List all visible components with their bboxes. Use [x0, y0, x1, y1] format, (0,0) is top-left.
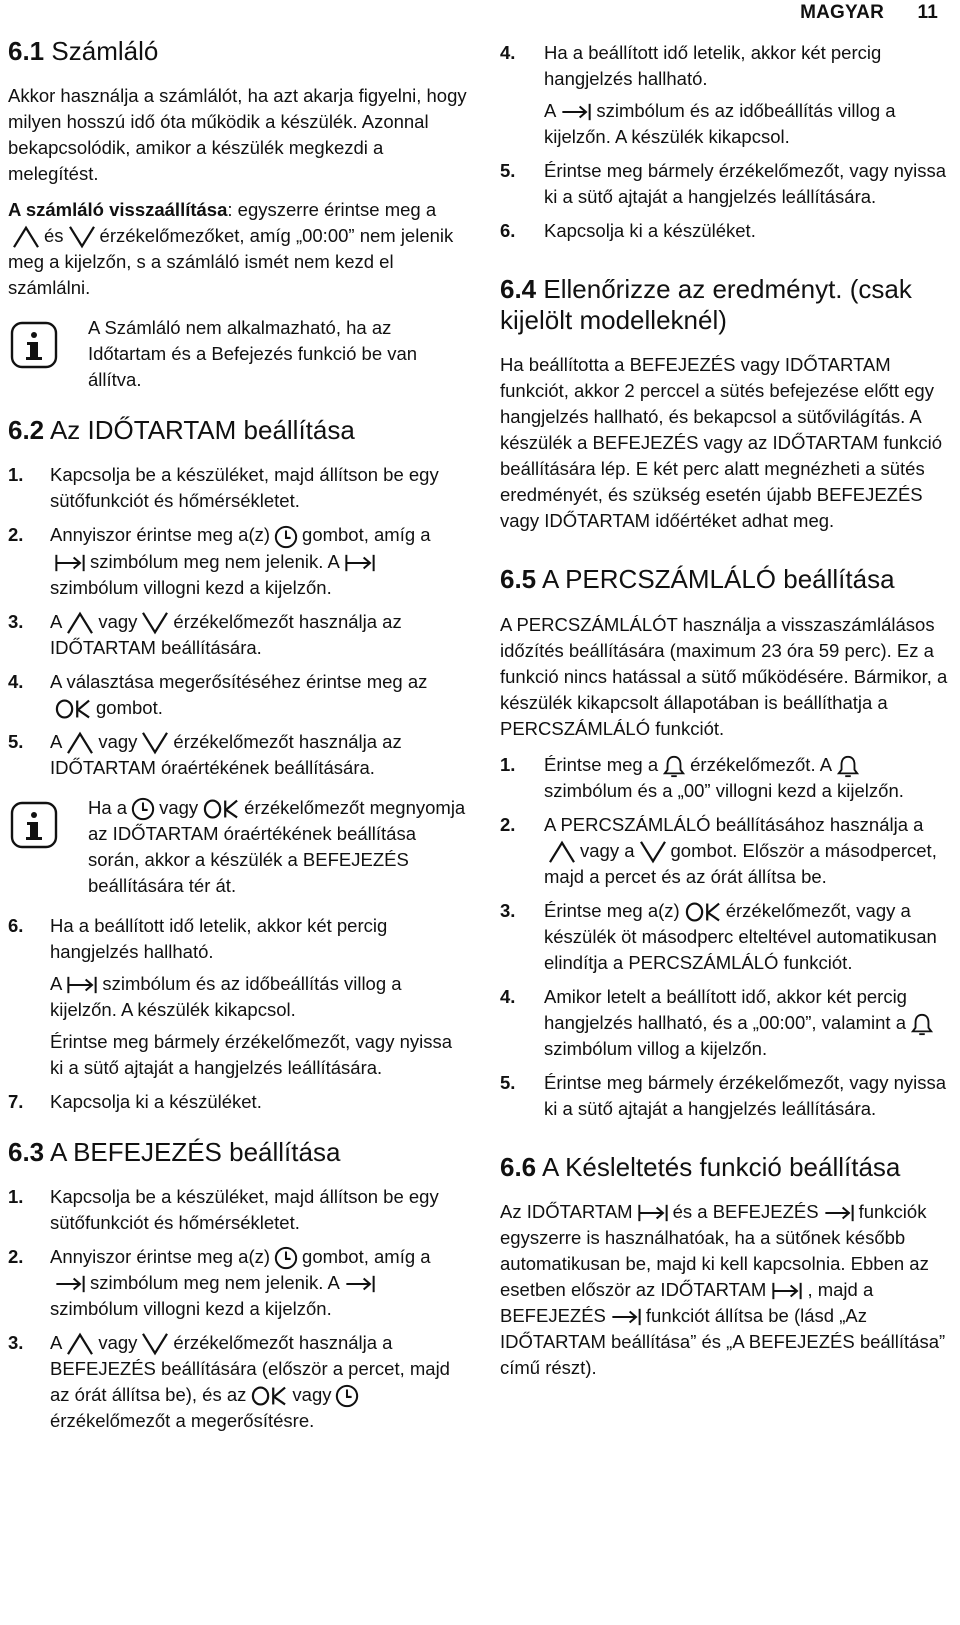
duration-icon: [344, 553, 376, 573]
section-6-6: [500, 1152, 950, 1381]
section-6-5: [500, 564, 950, 1122]
down-arrow-icon: [68, 225, 96, 249]
info-icon: [10, 321, 58, 369]
right-column: [500, 40, 950, 1403]
down-arrow-icon: [141, 731, 169, 755]
duration-icon: [66, 975, 98, 995]
section-6-3-continued: [500, 40, 950, 244]
ok-icon: [684, 901, 722, 923]
list-item: 7. Kapcsolja ki a készüléket.: [8, 1090, 262, 1112]
up-arrow-icon: [66, 1332, 94, 1356]
paragraph: A számláló visszaállítása: egyszerre érintse meg a és érzékelőmezőket, amíg „00:00” nem jelenik meg a kijelzőn, s a számláló ismét nem kezd el számlálni.: [8, 199, 454, 299]
list-item: 1. Kapcsolja be a készüléket, majd állítson be egy sütőfunkciót és hőmérsékletet.: [8, 464, 439, 512]
section-title: 6.2 Az IDŐTARTAM beállítása: [8, 415, 355, 446]
section-title: 6.1 Számláló: [8, 36, 159, 66]
clock-icon: [274, 1246, 298, 1270]
list-item: 6. Ha a beállított idő letelik, akkor két percig hangjelzés hallható. A szimbólum és az időbeállítás villog a kijelzőn. A készülék kikapcsol. Érintse meg bármely érzékelőmezőt, vagy nyissa ki a sütő ajtaját a hangjelzés leállítására.: [8, 914, 453, 1078]
language-label: MAGYAR: [800, 2, 885, 23]
left-column: [8, 36, 468, 1456]
paragraph: Akkor használja a számlálót, ha azt akarja figyelni, hogy milyen hosszú idő óta működik a készülék. Azonnal bekapcsolódik, amikor a készülék megkezdi a melegítést.: [8, 85, 467, 185]
duration-icon: [771, 1281, 803, 1301]
list-item: 6. Kapcsolja ki a készüléket.: [500, 220, 756, 241]
down-arrow-icon: [141, 611, 169, 635]
paragraph: Az IDŐTARTAM és a BEFEJEZÉS funkciók egyszerre is használhatóak, ha a sütőnek később automatikusan be, majd ki kell kapcsolnia. Ebben az esetben először az IDŐTARTAM , majd a BEFEJEZÉS funkciót állítsa be (lásd „Az IDŐTARTAM beállítása” és „A BEFEJEZÉS beállítása” című részt).: [500, 1201, 946, 1379]
down-arrow-icon: [141, 1332, 169, 1356]
section-6-4: [500, 274, 950, 534]
list-item: 2. A PERCSZÁMLÁLÓ beállításához használja avagy a gombot. Először a másodpercet, majd a percet és az órát állítsa be.: [500, 813, 937, 887]
list-item: 1. Kapcsolja be a készüléket, majd állítson be egy sütőfunkciót és hőmérsékletet.: [8, 1186, 439, 1234]
clock-icon: [335, 1384, 359, 1408]
list-item: 4. A választása megerősítéséhez érintse meg azgombot.: [8, 669, 468, 721]
end-time-icon: [560, 102, 592, 122]
list-item: 3. A vagy érzékelőmezőt használja a BEFEJEZÉS beállítására (először a percet, majd az órát állítsa be), és az vagyérzékelőmezőt a megerősítésre.: [8, 1332, 450, 1432]
paragraph: Ha beállította a BEFEJEZÉS vagy IDŐTARTAM funkciót, akkor 2 perccel a sütés befejezése előtt egy hangjelzés hallható, és bekapcsol a sütővilágítás. A készülék a BEFEJEZÉS vagy az IDŐTARTAM funkció beállítására lép. E két perc alatt megnézheti a sütés eredményét, és szükség esetén újabb BEFEJEZÉS vagy IDŐTARTAM időértéket adhat meg.: [500, 354, 943, 532]
end-time-icon: [54, 1274, 86, 1294]
list-item: 3. A vagy érzékelőmezőt használja az IDŐTARTAM beállítására.: [8, 610, 402, 658]
up-arrow-icon: [66, 611, 94, 635]
section-title: 6.6 A Késleltetés funkció beállítása: [500, 1151, 901, 1182]
list-item: 5. Érintse meg bármely érzékelőmezőt, vagy nyissa ki a sütő ajtaját a hangjelzés leállítására.: [500, 1071, 947, 1119]
page-header: [800, 2, 938, 24]
steps-list: [8, 913, 468, 1115]
bell-icon: [662, 754, 686, 778]
list-item: 5. A vagy érzékelőmezőt használja az IDŐTARTAM óraértékének beállítására.: [8, 730, 402, 778]
up-arrow-icon: [12, 225, 40, 249]
page-number: 11: [917, 2, 938, 23]
bell-icon: [910, 1012, 934, 1036]
section-6-1: [8, 36, 468, 393]
duration-icon: [54, 553, 86, 573]
ok-icon: [202, 798, 240, 820]
info-icon: [10, 801, 58, 849]
down-arrow-icon: [639, 840, 667, 864]
ok-icon: [54, 698, 92, 720]
list-item: 3. Érintse meg a(z) érzékelőmezőt, vagy a készülék öt másodperc elteltével automatikusan elindítja a PERCSZÁMLÁLÓ funkciót.: [500, 899, 937, 973]
end-time-icon: [823, 1203, 855, 1223]
bell-icon: [836, 754, 860, 778]
section-6-2: [8, 415, 468, 1115]
list-item: 5. Érintse meg bármely érzékelőmezőt, vagy nyissa ki a sütő ajtaját a hangjelzés leállítására.: [500, 160, 947, 207]
section-6-3: [8, 1137, 468, 1435]
steps-list: [500, 40, 950, 244]
list-item: 4. Amikor letelt a beállított idő, akkor két percig hangjelzés hallható, és a „00:00”, valamint aszimbólum villog a kijelzőn.: [500, 984, 950, 1062]
clock-icon: [274, 525, 298, 549]
steps-list: [8, 462, 468, 780]
info-note: A Számláló nem alkalmazható, ha az Időtartam és a Befejezés funkció be van állítva.: [8, 315, 468, 393]
list-item: 2. Annyiszor érintse meg a(z) gombot, amíg aszimbólum meg nem jelenik. A szimbólum villogni kezd a kijelzőn.: [8, 1246, 431, 1320]
duration-icon: [637, 1203, 669, 1223]
list-item: 1. Érintse meg a érzékelőmezőt. Aszimbólum és a „00” villogni kezd a kijelzőn.: [500, 753, 904, 801]
end-time-icon: [610, 1307, 642, 1327]
section-title: 6.5 A PERCSZÁMLÁLÓ beállítása: [500, 564, 895, 595]
up-arrow-icon: [66, 731, 94, 755]
clock-icon: [131, 797, 155, 821]
section-title: 6.3 A BEFEJEZÉS beállítása: [8, 1136, 341, 1167]
list-item: 4. Ha a beállított idő letelik, akkor két percig hangjelzés hallható. A szimbólum és az időbeállítás villog a kijelzőn. A készülék kikapcsol.: [500, 42, 896, 147]
steps-list: [8, 1184, 468, 1434]
ok-icon: [250, 1385, 288, 1407]
steps-list: [500, 752, 950, 1122]
list-item: 2. Annyiszor érintse meg a(z) gombot, amíg aszimbólum meg nem jelenik. A szimbólum villogni kezd a kijelzőn.: [8, 524, 431, 598]
section-title: 6.4 Ellenőrizze az eredményt. (csak kijelölt modelleknél): [500, 274, 912, 336]
info-note: Ha a vagy érzékelőmezőt megnyomja az IDŐTARTAM óraértékének beállítása során, akkor a készülék a BEFEJEZÉS beállítására tér át.: [8, 795, 468, 899]
end-time-icon: [344, 1274, 376, 1294]
paragraph: A PERCSZÁMLÁLÓT használja a visszaszámlálásos időzítés beállítására (maximum 23 óra 59 perc). Ez a funkció nincs hatással a sütő működésére. Bármikor, a készülék kikapcsolt állapotában is beállíthatja a PERCSZÁMLÁLÓ funkciót.: [500, 613, 948, 739]
up-arrow-icon: [548, 840, 576, 864]
